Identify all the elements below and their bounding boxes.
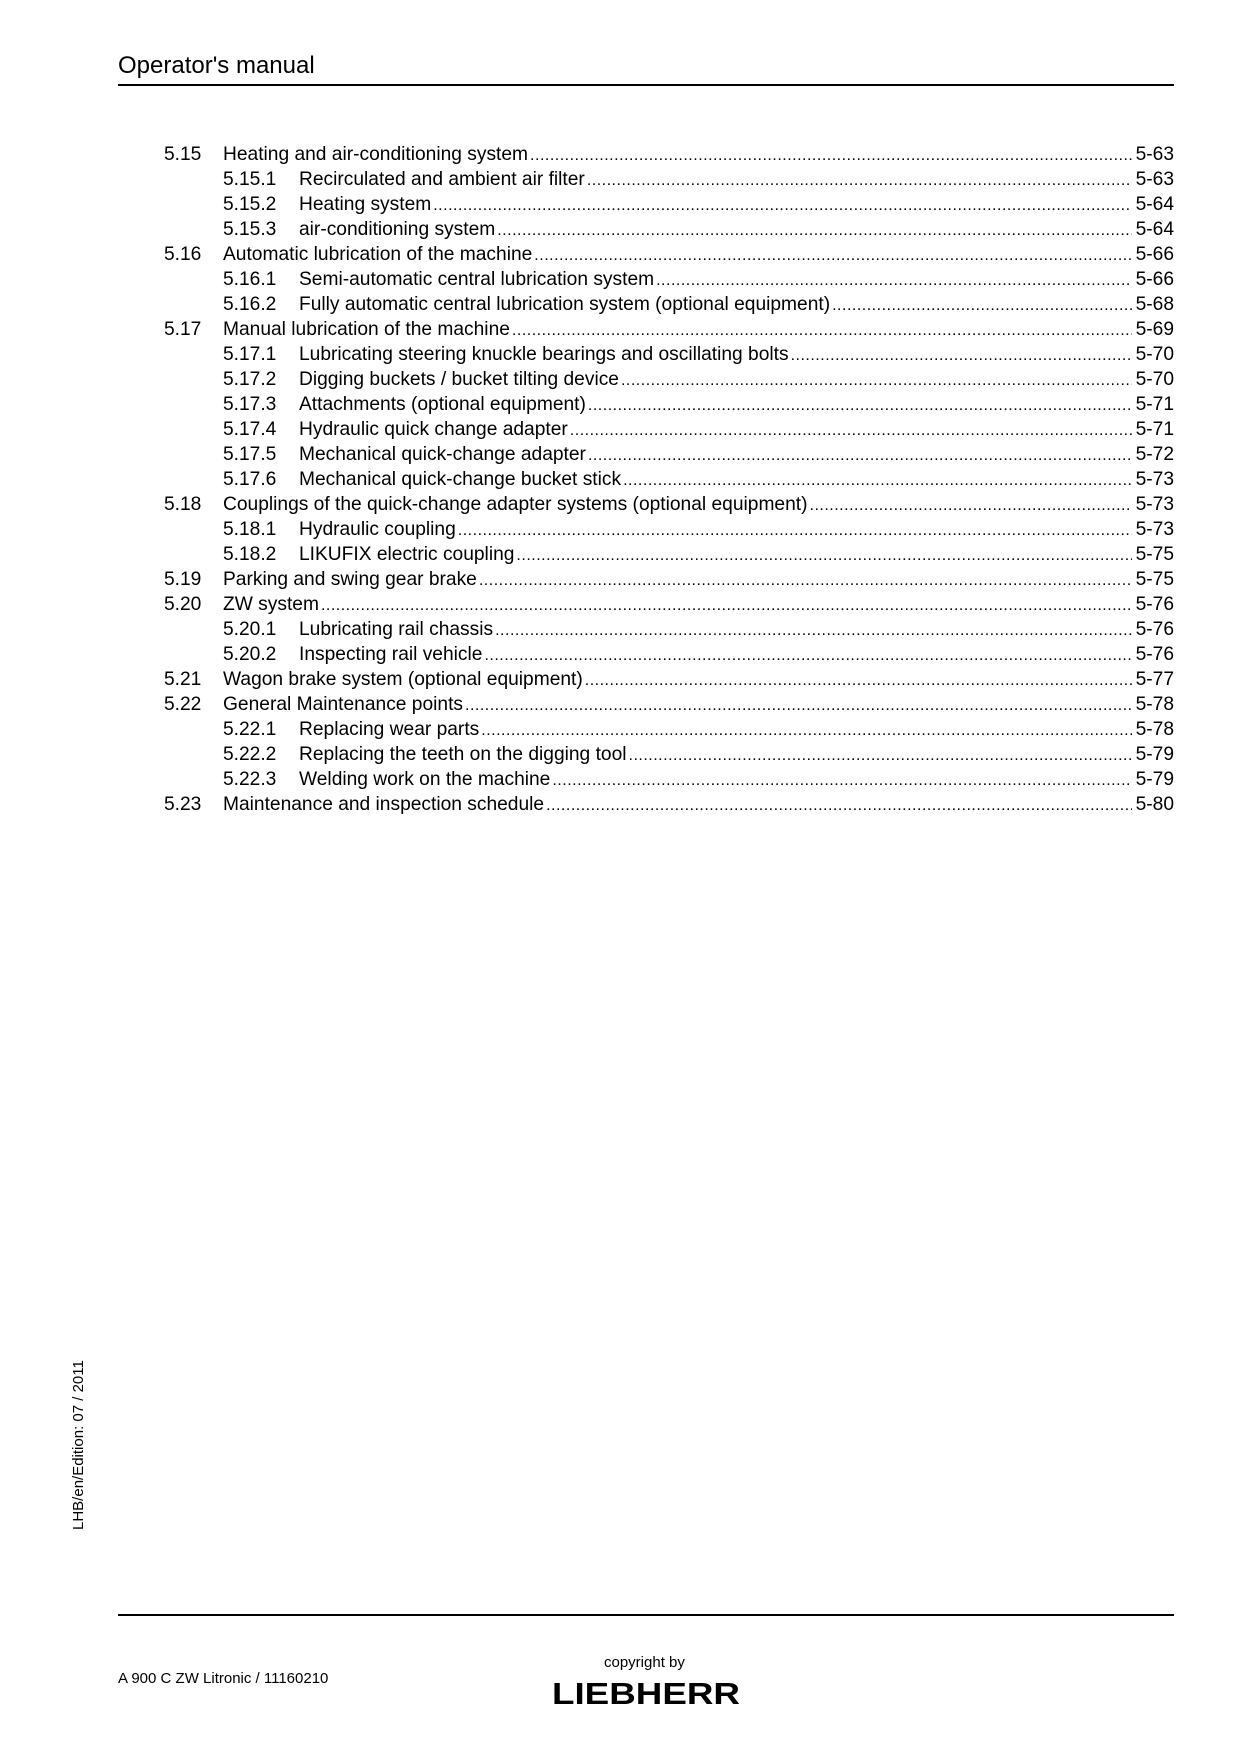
toc-number: 5.15.2 xyxy=(223,194,277,215)
toc-number: 5.15 xyxy=(164,144,202,165)
toc-page-number: 5-79 xyxy=(1135,744,1174,765)
toc-entry xyxy=(164,617,1174,642)
toc-entry xyxy=(164,192,1174,217)
toc-title: Lubricating rail chassis xyxy=(299,619,494,640)
toc-page-number: 5-79 xyxy=(1135,769,1174,790)
toc-page-number: 5-70 xyxy=(1135,344,1174,365)
toc-number: 5.18.2 xyxy=(223,544,277,565)
toc-leader-dots xyxy=(832,293,1131,318)
toc-title: Couplings of the quick-change adapter systems (optional equipment) xyxy=(223,494,808,515)
toc-leader-dots xyxy=(791,343,1132,368)
toc-leader-dots xyxy=(516,543,1131,568)
toc-page-number: 5-71 xyxy=(1135,394,1174,415)
toc-page-number: 5-73 xyxy=(1135,469,1174,490)
toc-entry xyxy=(164,167,1174,192)
toc-title: Digging buckets / bucket tilting device xyxy=(299,369,619,390)
toc-leader-dots xyxy=(465,693,1132,718)
toc-page-number: 5-76 xyxy=(1135,594,1174,615)
toc-title: Mechanical quick-change bucket stick xyxy=(299,469,622,490)
toc-leader-dots xyxy=(810,493,1132,518)
toc-leader-dots xyxy=(570,418,1132,443)
toc-page-number: 5-76 xyxy=(1135,619,1174,640)
toc-title: Manual lubrication of the machine xyxy=(223,319,510,340)
toc-entry xyxy=(164,492,1174,517)
toc-entry xyxy=(164,592,1174,617)
toc-leader-dots xyxy=(588,443,1132,468)
toc-page-number: 5-71 xyxy=(1135,419,1174,440)
toc-entry xyxy=(164,392,1174,417)
toc-number: 5.17.5 xyxy=(223,444,277,465)
toc-title: Hydraulic quick change adapter xyxy=(299,419,568,440)
toc-title: Inspecting rail vehicle xyxy=(299,644,483,665)
toc-title: Heating and air-conditioning system xyxy=(223,144,529,165)
toc-page-number: 5-68 xyxy=(1135,294,1174,315)
toc-title: ZW system xyxy=(223,594,319,615)
toc-entry xyxy=(164,142,1174,167)
toc-title: Wagon brake system (optional equipment) xyxy=(223,669,583,690)
toc-leader-dots xyxy=(552,768,1131,793)
toc-page-number: 5-70 xyxy=(1135,369,1174,390)
footer-divider xyxy=(118,1614,1174,1616)
toc-title: Attachments (optional equipment) xyxy=(299,394,586,415)
toc-entry xyxy=(164,467,1174,492)
toc-page-number: 5-78 xyxy=(1135,719,1174,740)
toc-entry xyxy=(164,292,1174,317)
toc-leader-dots xyxy=(623,468,1132,493)
toc-title: Replacing the teeth on the digging tool xyxy=(299,744,627,765)
page-title: Operator's manual xyxy=(118,52,315,79)
toc-title: Mechanical quick-change adapter xyxy=(299,444,586,465)
toc-leader-dots xyxy=(458,518,1132,543)
toc-page-number: 5-75 xyxy=(1135,569,1174,590)
toc-leader-dots xyxy=(587,168,1132,193)
toc-entry xyxy=(164,742,1174,767)
toc-title: LIKUFIX electric coupling xyxy=(299,544,515,565)
toc-leader-dots xyxy=(585,668,1132,693)
document-id: A 900 C ZW Litronic / 11160210 xyxy=(118,1670,329,1687)
toc-title: Semi-automatic central lubrication system xyxy=(299,269,655,290)
toc-entry xyxy=(164,792,1174,817)
toc-number: 5.21 xyxy=(164,669,202,690)
toc-title: Hydraulic coupling xyxy=(299,519,456,540)
toc-entry xyxy=(164,642,1174,667)
toc-number: 5.22.1 xyxy=(223,719,277,740)
toc-title: air-conditioning system xyxy=(299,219,496,240)
toc-title: General Maintenance points xyxy=(223,694,463,715)
toc-page-number: 5-64 xyxy=(1135,219,1174,240)
toc-title: Replacing wear parts xyxy=(299,719,480,740)
toc-leader-dots xyxy=(479,568,1132,593)
toc-page-number: 5-63 xyxy=(1135,144,1174,165)
toc-leader-dots xyxy=(621,368,1132,393)
toc-leader-dots xyxy=(546,793,1132,818)
toc-number: 5.15.3 xyxy=(223,219,277,240)
toc-leader-dots xyxy=(530,143,1132,168)
toc-page-number: 5-80 xyxy=(1135,794,1174,815)
toc-page-number: 5-73 xyxy=(1135,494,1174,515)
toc-page-number: 5-72 xyxy=(1135,444,1174,465)
toc-leader-dots xyxy=(512,318,1132,343)
toc-number: 5.16.2 xyxy=(223,294,277,315)
toc-entry xyxy=(164,517,1174,542)
toc-page-number: 5-73 xyxy=(1135,519,1174,540)
toc-leader-dots xyxy=(495,618,1131,643)
toc-number: 5.20.1 xyxy=(223,619,277,640)
toc-entry xyxy=(164,567,1174,592)
toc-entry xyxy=(164,692,1174,717)
header-divider xyxy=(118,84,1174,86)
toc-title: Welding work on the machine xyxy=(299,769,551,790)
toc-page-number: 5-76 xyxy=(1135,644,1174,665)
toc-title: Recirculated and ambient air filter xyxy=(299,169,585,190)
toc-number: 5.20.2 xyxy=(223,644,277,665)
toc-page-number: 5-77 xyxy=(1135,669,1174,690)
toc-entry xyxy=(164,417,1174,442)
toc-number: 5.17.1 xyxy=(223,344,277,365)
toc-page-number: 5-63 xyxy=(1135,169,1174,190)
toc-title: Automatic lubrication of the machine xyxy=(223,244,533,265)
toc-entry xyxy=(164,267,1174,292)
toc-page-number: 5-66 xyxy=(1135,269,1174,290)
toc-leader-dots xyxy=(629,743,1132,768)
toc-number: 5.16 xyxy=(164,244,202,265)
toc-title: Lubricating steering knuckle bearings and oscillating bolts xyxy=(299,344,789,365)
toc-entry xyxy=(164,317,1174,342)
toc-title: Fully automatic central lubrication system (optional equipment) xyxy=(299,294,831,315)
toc-number: 5.17.6 xyxy=(223,469,277,490)
toc-leader-dots xyxy=(534,243,1131,268)
toc-entry xyxy=(164,442,1174,467)
toc-number: 5.18 xyxy=(164,494,202,515)
toc-entry xyxy=(164,367,1174,392)
toc-entry xyxy=(164,242,1174,267)
toc-entry xyxy=(164,667,1174,692)
toc-number: 5.16.1 xyxy=(223,269,277,290)
toc-leader-dots xyxy=(481,718,1131,743)
toc-page-number: 5-75 xyxy=(1135,544,1174,565)
toc-page-number: 5-66 xyxy=(1135,244,1174,265)
toc-number: 5.18.1 xyxy=(223,519,277,540)
toc-leader-dots xyxy=(588,393,1132,418)
toc-leader-dots xyxy=(656,268,1131,293)
toc-number: 5.17.2 xyxy=(223,369,277,390)
toc-number: 5.20 xyxy=(164,594,202,615)
toc-entry xyxy=(164,717,1174,742)
toc-number: 5.17.4 xyxy=(223,419,277,440)
toc-page-number: 5-64 xyxy=(1135,194,1174,215)
copyright-label: copyright by xyxy=(604,1654,685,1671)
toc-number: 5.17 xyxy=(164,319,202,340)
toc-title: Maintenance and inspection schedule xyxy=(223,794,545,815)
toc-entry xyxy=(164,542,1174,567)
toc-page-number: 5-78 xyxy=(1135,694,1174,715)
toc-page-number: 5-69 xyxy=(1135,319,1174,340)
table-of-contents xyxy=(164,142,1174,817)
logo-text: LIEBHERR xyxy=(552,1676,740,1708)
toc-leader-dots xyxy=(484,643,1131,668)
toc-title: Heating system xyxy=(299,194,432,215)
toc-number: 5.22 xyxy=(164,694,202,715)
toc-leader-dots xyxy=(321,593,1132,618)
toc-entry xyxy=(164,767,1174,792)
toc-number: 5.19 xyxy=(164,569,202,590)
edition-note: LHB/en/Edition: 07 / 2011 xyxy=(70,1360,87,1530)
toc-number: 5.22.3 xyxy=(223,769,277,790)
toc-title: Parking and swing gear brake xyxy=(223,569,477,590)
toc-number: 5.23 xyxy=(164,794,202,815)
toc-leader-dots xyxy=(433,193,1131,218)
toc-number: 5.15.1 xyxy=(223,169,277,190)
toc-entry xyxy=(164,342,1174,367)
toc-entry xyxy=(164,217,1174,242)
toc-leader-dots xyxy=(497,218,1131,243)
toc-number: 5.22.2 xyxy=(223,744,277,765)
toc-number: 5.17.3 xyxy=(223,394,277,415)
liebherr-logo xyxy=(552,1676,742,1708)
